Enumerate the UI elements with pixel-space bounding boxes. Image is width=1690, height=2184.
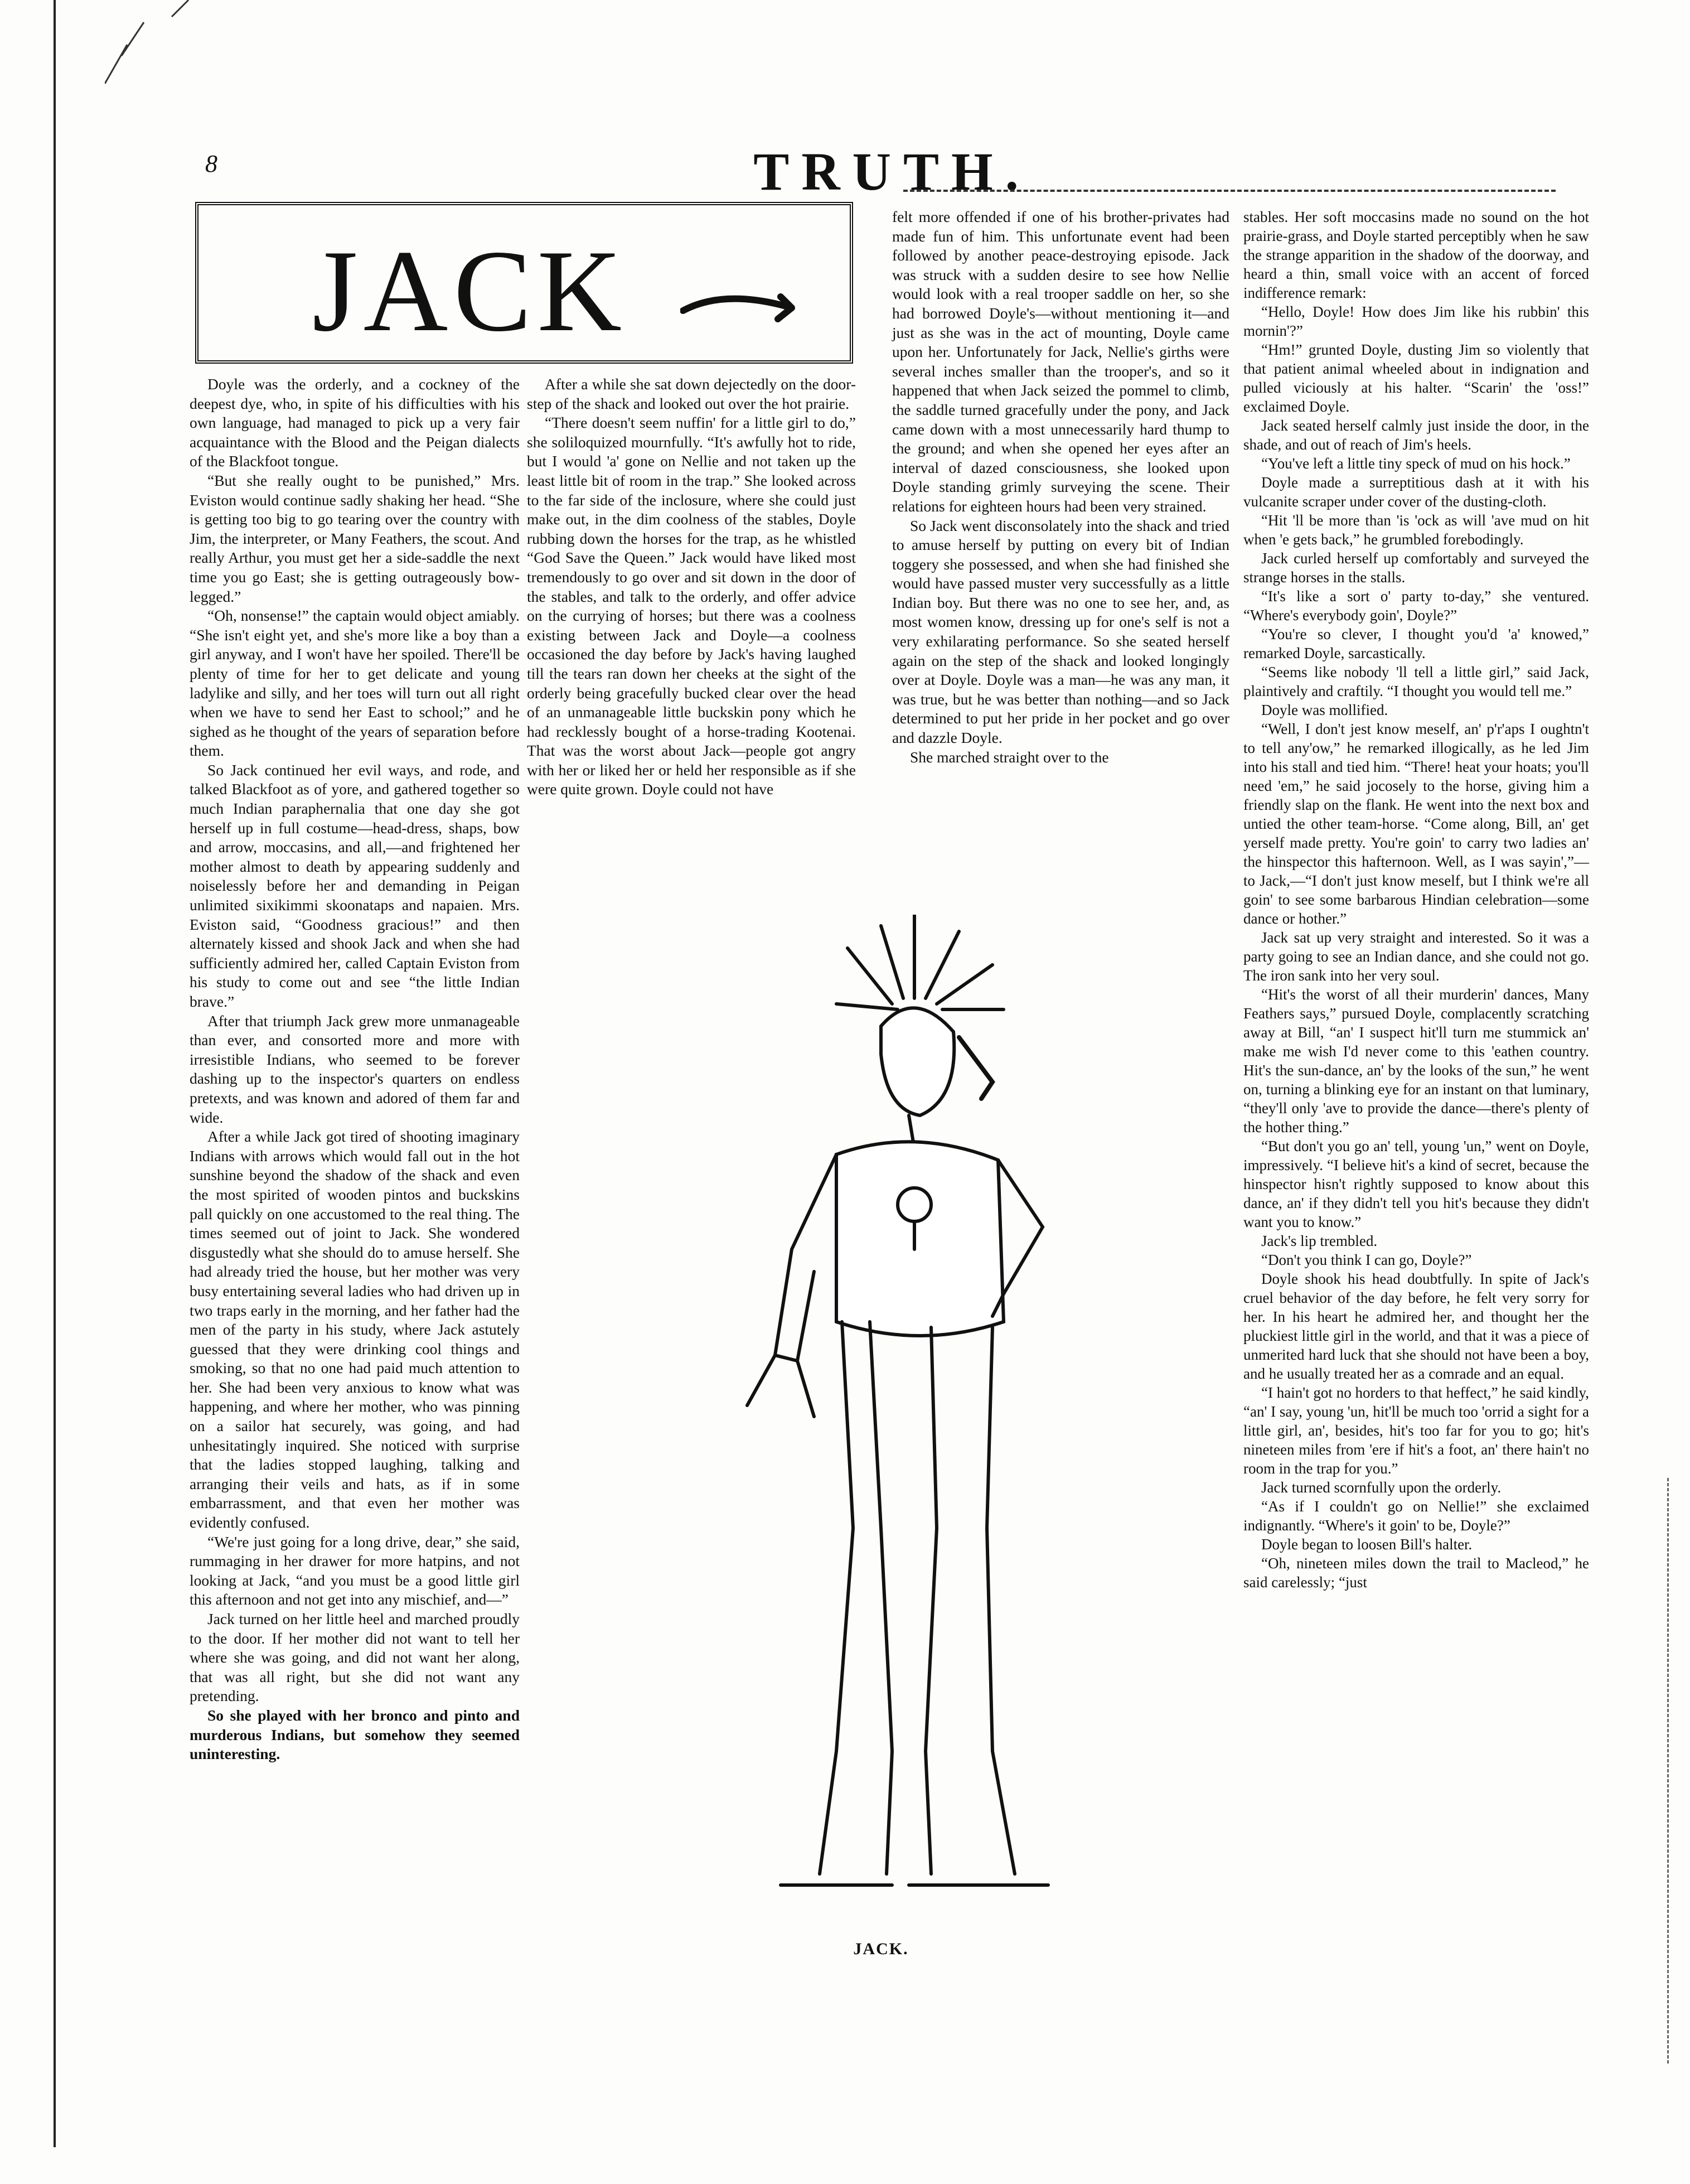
paragraph: Doyle began to loosen Bill's halter. xyxy=(1261,1536,1473,1553)
column-4 xyxy=(1243,207,1589,1592)
story-title: JACK xyxy=(312,226,628,356)
page-left-rule xyxy=(54,0,56,2147)
story-title-box xyxy=(195,202,853,364)
paragraph: “Hello, Doyle! How does Jim like his rubbin' this mornin'?” xyxy=(1243,303,1589,339)
header-rule xyxy=(903,190,1556,192)
paragraph: Jack turned on her little heel and marched proudly to the door. If her mother did not want to tell her where she was going, and did not want her along, that was all right, but she did not want any pretending. xyxy=(190,1610,520,1705)
paragraph: Jack sat up very straight and interested. So it was a party going to see an Indian dance, and she could not go. The iron sank into her very soul. xyxy=(1243,929,1589,984)
paragraph: “There doesn't seem nuffin' for a little girl to do,” she soliloquized mournfully. “It's awfully hot to ride, but I would 'a' gone on Nellie and not taken up the least little bit of room in the trap.” She looked across to the far side of the inclosure, where she could just make out, in the dim coolness of the stables, Doyle rubbing down the horses for the trap, as he whistled “God Save the Queen.” Jack would have liked most tremendously to go over and sit down in the door of the stables, and talk to the orderly, and offer advice on the currying of horses; but there was a coolness existing between Jack and Doyle—a coolness occasioned the day before by Jack's having laughed till the tears ran down her cheeks at the sight of the orderly being gracefully bucked clear over the head of an unmanageable little buckskin pony which he had recklessly bought of a horse-trading Kootenai. That was the worst about Jack—people got angry with her or liked her or held her responsible as if she were quite grown. Doyle could not have xyxy=(527,414,856,798)
paragraph: “Hit 'll be more than 'is 'ock as will 'ave mud on hit when 'e gets back,” he grumbled forebodingly. xyxy=(1243,512,1589,548)
column-1 xyxy=(190,375,520,1764)
paragraph: “But she really ought to be punished,” Mrs. Eviston would continue sadly shaking her head. “She is getting too big to go tearing over the country with Jim, the interpreter, or Many Feathers, the scout. And really Arthur, you must get her a side-saddle the next time you go East; she is getting outrageously bow-legged.” xyxy=(190,471,520,605)
paragraph: “I hain't got no horders to that heffect,” he said kindly, “an' I say, young 'un, hit'll be much too 'orrid a sight for a little girl, an', besides, hit's too far for you to go; hit's nineteen miles from 'ere if hit's a foot, an' there hain't no room in the trap for you.” xyxy=(1243,1384,1589,1477)
paragraph: After a while Jack got tired of shooting imaginary Indians with arrows which would fall out in the hot sunshine beyond the shadow of the shack and even the most spirited of wooden pintos and buckskins pall quickly on one accustomed to the real thing. The times seemed out of joint to Jack. She wondered disgustedly what she should do to amuse herself. She had already tried the house, but her mother was very busy entertaining several ladies who had driven up in two traps early in the morning, and her father had the men of the party in his study, where Jack astutely guessed that they were drinking cool things and smoking, so that no one had paid much attention to her. She had been very anxious to know what was happening, and where her mother, who was pinning on a sailor hat securely, was going, and had unhesitatingly inquired. She noticed with surprise that the ladies stopped laughing, talking and arranging their veils and hats, as if in some embarrassment, and that even her mother was evidently confused. xyxy=(190,1128,520,1531)
paragraph: Jack curled herself up comfortably and surveyed the strange horses in the stalls. xyxy=(1243,550,1589,586)
illustration-caption: JACK. xyxy=(853,1940,909,1958)
paragraph: So Jack continued her evil ways, and rode, and talked Blackfoot as of yore, and gathered together so much Indian paraphernalia that one day she got herself up in full costume—head-dress, shaps, bow and arrow, moccasins, and all,—and frightened her mother almost to death by appearing suddenly and noiselessly before her and demanding in Peigan unlimited sixikimmi skoonataps and napaien. Mrs. Eviston said, “Goodness gracious!” and then alternately kissed and shook Jack and when she had sufficiently admired her, called Captain Eviston from his study to come out and see “the little Indian brave.” xyxy=(190,761,520,1010)
paragraph: After a while she sat down dejectedly on the door-step of the shack and looked out over the hot prairie. xyxy=(527,375,856,412)
paragraph: “But don't you go an' tell, young 'un,” went on Doyle, impressively. “I believe hit's a kind of secret, because the hinspector hisn't rightly supposed to know about this dance, an' if they didn't tell you hit's because they didn't want you to know.” xyxy=(1243,1138,1589,1230)
paragraph: “It's like a sort o' party to-day,” she ventured. “Where's everybody goin', Doyle?” xyxy=(1243,588,1589,624)
paragraph: “Hit's the worst of all their murderin' dances, Many Feathers says,” pursued Doyle, complacently scratching away at Bill, “an' I suspect hit'll turn me stummick an' make me wish I'd never come to this 'eathen country. Hit's the sun-dance, an' by the looks of the sun,” he went on, turning a blinking eye for an instant on that luminary, “they'll only 'ave to provide the dance—there's plenty of the hother thing.” xyxy=(1243,986,1589,1136)
paragraph: She marched straight over to the xyxy=(910,748,1109,766)
paragraph: After that triumph Jack grew more unmanageable than ever, and consorted more and more with irresistible Indians, who seemed to be forever dashing up to the inspector's quarters on endless pretexts, and was known and adored of them far and wide. xyxy=(190,1012,520,1126)
paragraph: “You've left a little tiny speck of mud on his hock.” xyxy=(1261,455,1571,472)
paragraph: “We're just going for a long drive, dear,” she said, rummaging in her drawer for more hatpins, and not looking at Jack, “and you must be a good little girl this afternoon and not get into any mischief, and—” xyxy=(190,1533,520,1608)
paragraph: Doyle was the orderly, and a cockney of the deepest dye, who, in spite of his difficulties with his own language, had managed to pick up a very fair acquaintance with the Blood and the Peigan dialects of the Blackfoot tongue. xyxy=(190,375,520,470)
paragraph: Jack seated herself calmly just inside the door, in the shade, and out of reach of Jim's heels. xyxy=(1243,417,1589,453)
paragraph: “Seems like nobody 'll tell a little girl,” said Jack, plaintively and craftily. “I thought you would tell me.” xyxy=(1243,664,1589,699)
paragraph: “Oh, nonsense!” the captain would object amiably. “She isn't eight yet, and she's more like a boy than a girl anyway, and I won't have her spoiled. There'll be plenty of time for her to get delicate and young ladylike and silly, and her toes will turn out all right when we have to send her East to school;” and he sighed as he thought of the years of separation before them. xyxy=(190,607,520,760)
paragraph: stables. Her soft moccasins made no sound on the hot prairie-grass, and Doyle started perceptibly when he saw the strange apparition in the shadow of the doorway, and heard a thin, small voice with an accent of forced indifference remark: xyxy=(1243,209,1589,301)
paragraph: “Don't you think I can go, Doyle?” xyxy=(1261,1252,1472,1268)
column-2 xyxy=(527,375,856,799)
arrow-ornament xyxy=(680,286,820,325)
paragraph: Doyle made a surreptitious dash at it with his vulcanite scraper under cover of the dusting-cloth. xyxy=(1243,474,1589,510)
page-right-edge xyxy=(1667,1478,1669,2064)
paragraph: “Well, I don't jest know meself, an' p'r'aps I oughtn't to tell any'ow,” he remarked illogically, as he led Jim into his stall and tied him. “There! heat your hoats; you'll need 'em,” he said jocosely to the horse, giving him a friendly slap on the flank. He went into the next box and untied the other team-horse. “Come along, Bill, an' get yerself made pretty. You're goin' to carry two ladies an' the hinspector this hafternoon. Well, as I was sayin',”—to Jack,—“I don't just know meself, but I think we're all goin' to see some barbarous Hindian celebration—some dance or hother.” xyxy=(1243,721,1589,927)
masthead-title: TRUTH. xyxy=(753,142,1031,201)
paragraph: “You're so clever, I thought you'd 'a' knowed,” remarked Doyle, sarcastically. xyxy=(1243,626,1589,661)
corner-scribble xyxy=(105,0,194,89)
paragraph: Doyle shook his head doubtfully. In spite of Jack's cruel behavior of the day before, he felt very sorry for her. In his heart he admired her, and thought her the pluckiest little girl in the world, and that it was a piece of unmerited hard luck that she should not have been a boy, and he usually treated her as a comrade and an equal. xyxy=(1243,1270,1589,1382)
paragraph: So she played with her bronco and pinto and murderous Indians, but somehow they seemed uninteresting. xyxy=(190,1706,520,1763)
paragraph: felt more offended if one of his brother-privates had made fun of him. This unfortunate event had been followed by another peace-destroying episode. Jack was struck with a sudden desire to see how Nellie would look with a real trooper saddle on her, so she had borrowed Doyle's—without mentioning it—and just as she was in the act of mounting, Doyle came upon her. Unfortunately for Jack, Nellie's girths were several inches smaller than the trooper's, and so it happened that when Jack seized the pommel to climb, the saddle turned gracefully under the pony, and Jack came down with a most unnecessarily hard thump to the ground; and when she opened her eyes after an interval of dazed consciousness, she looked upon Doyle standing grimly surveying the scene. Their relations for eighteen hours had been very strained. xyxy=(892,208,1229,515)
paragraph: “Oh, nineteen miles down the trail to Macleod,” he said carelessly; “just xyxy=(1243,1555,1589,1591)
paragraph: So Jack went disconsolately into the shack and tried to amuse herself by putting on every bit of Indian toggery she possessed, and when she had finished she would have passed muster very successfully as a little Indian boy. But there was no one to see her, and, as most women know, dressing up for one's self is not a very exhilarating performance. So she seated herself again on the step of the shack and looked longingly over at Doyle. Doyle was a man—he was any man, it was true, but he was better than nothing—and so Jack determined to put her pride in her pocket and go over and dazzle Doyle. xyxy=(892,516,1229,747)
paragraph: “Hm!” grunted Doyle, dusting Jim so violently that that patient animal wheeled about in indignation and pulled viciously at his halter. “Scarin' the 'oss!” exclaimed Doyle. xyxy=(1243,341,1589,415)
paragraph: “As if I couldn't go on Nellie!” she exclaimed indignantly. “Where's it goin' to be, Doyle?” xyxy=(1243,1498,1589,1534)
paragraph: Doyle was mollified. xyxy=(1261,702,1388,718)
page-number: 8 xyxy=(205,150,217,177)
column-3 xyxy=(892,207,1229,767)
jack-illustration xyxy=(669,915,1171,1963)
paragraph: Jack's lip trembled. xyxy=(1261,1233,1378,1249)
paragraph: Jack turned scornfully upon the orderly. xyxy=(1261,1479,1502,1496)
